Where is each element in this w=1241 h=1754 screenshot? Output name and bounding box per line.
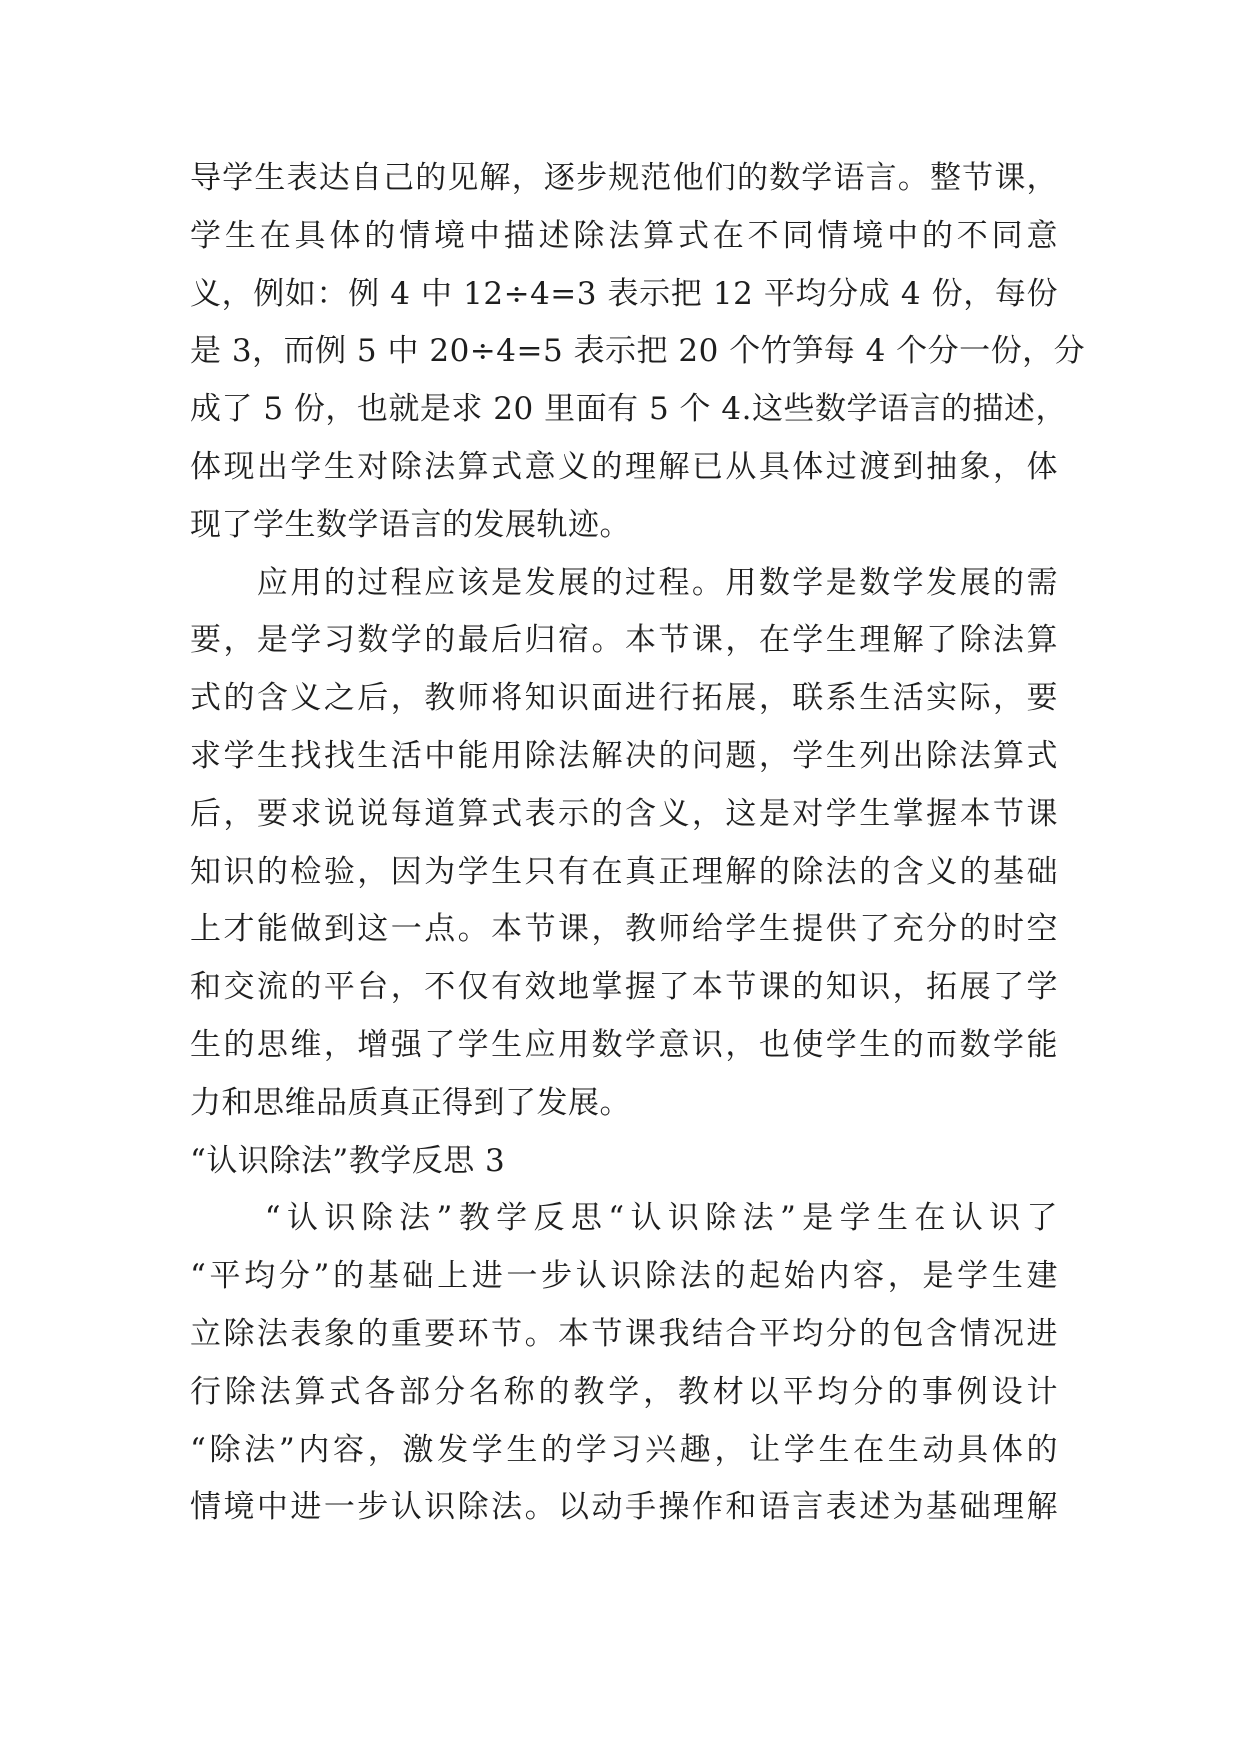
document-body — [190, 150, 1086, 1537]
paragraph-3 — [190, 1190, 1058, 1537]
text-line: 上才能做到这一点。本节课，教师给学生提供了充分的时空 — [190, 911, 1058, 948]
text-line: 知识的检验，因为学生只有在真正理解的除法的含义的基础 — [190, 853, 1058, 890]
text-line: 力和思维品质真正得到了发展。 — [190, 1084, 631, 1121]
text-line: “认识除法”教学反思“认识除法”是学生在认识了 — [190, 1200, 1058, 1237]
text-line: 式的含义之后，教师将知识面进行拓展，联系生活实际，要 — [190, 680, 1058, 717]
text-line: 要，是学习数学的最后归宿。本节课，在学生理解了除法算 — [190, 622, 1058, 659]
text-line: 求学生找找生活中能用除法解决的问题，学生列出除法算式 — [190, 737, 1058, 774]
text-line: 体现出学生对除法算式意义的理解已从具体过渡到抽象，体 — [190, 448, 1058, 485]
text-line: 是 3，而例 5 中 20÷4=5 表示把 20 个竹笋每 4 个分一份，分 — [190, 333, 1086, 370]
text-line: 现了学生数学语言的发展轨迹。 — [190, 506, 631, 543]
text-line: 应用的过程应该是发展的过程。用数学是数学发展的需 — [190, 564, 1058, 601]
text-line: 情境中进一步认识除法。以动手操作和语言表述为基础理解 — [190, 1489, 1058, 1526]
text-line: “除法”内容，激发学生的学习兴趣，让学生在生动具体的 — [190, 1431, 1058, 1468]
text-line: 义，例如：例 4 中 12÷4=3 表示把 12 平均分成 4 份，每份 — [190, 275, 1058, 312]
text-line: 和交流的平台，不仅有效地掌握了本节课的知识，拓展了学 — [190, 969, 1058, 1006]
text-line: 导学生表达自己的见解，逐步规范他们的数学语言。整节课， — [190, 160, 1058, 196]
text-line: 后，要求说说每道算式表示的含义，这是对学生掌握本节课 — [190, 795, 1058, 832]
text-line: 成了 5 份，也就是求 20 里面有 5 个 4.这些数学语言的描述， — [190, 391, 1067, 428]
paragraph-2 — [190, 555, 1058, 1133]
text-line: 行除法算式各部分名称的教学，教材以平均分的事例设计 — [190, 1373, 1058, 1410]
text-line: 立除法表象的重要环节。本节课我结合平均分的包含情况进 — [190, 1315, 1058, 1352]
paragraph-1 — [190, 150, 1086, 555]
text-line: “平均分”的基础上进一步认识除法的起始内容，是学生建 — [190, 1258, 1058, 1295]
section-heading: “认识除法”教学反思 3 — [190, 1142, 506, 1179]
text-line: 生的思维，增强了学生应用数学意识，也使学生的而数学能 — [190, 1026, 1058, 1063]
text-line: 学生在具体的情境中描述除法算式在不同情境中的不同意 — [190, 217, 1058, 254]
